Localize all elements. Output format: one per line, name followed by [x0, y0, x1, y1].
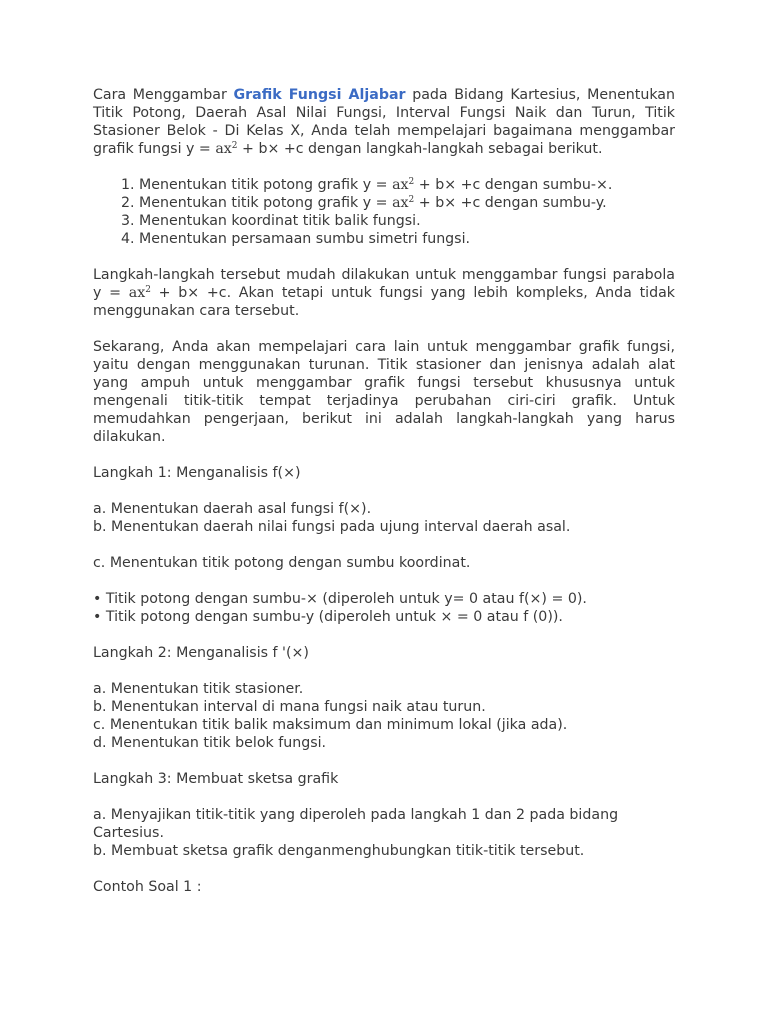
intro-paragraph — [93, 86, 675, 158]
step2-item-c: c. Menentukan titik balik maksimum dan minimum lokal (jika ada). — [93, 717, 568, 733]
list-item: 2. Menentukan titik potong grafik $y = ax^2 + b\times +c$ dengan sumbu-y. — [139, 194, 675, 212]
step3-item-a: a. Menyajikan titik-titik yang diperoleh pada langkah 1 dan 2 pada bidang Cartesius. — [93, 807, 619, 841]
step1-items — [93, 500, 675, 536]
step2-items — [93, 680, 675, 752]
list-item: 3. Menentukan koordinat titik balik fungsi. — [139, 212, 675, 230]
list-item: 1. Menentukan titik potong grafik $y = ax^2 + b\times +c$ dengan sumbu-×. — [139, 176, 675, 194]
intro-text-end: + b× +c dengan langkah-langkah sebagai berikut. — [237, 141, 603, 157]
intro-formula-base: ax — [215, 141, 232, 157]
intro-text-start: Cara Menggambar — [93, 87, 227, 103]
step2-item-d: d. Menentukan titik belok fungsi. — [93, 735, 327, 751]
grafik-fungsi-aljabar-link[interactable]: Grafik Fungsi Aljabar — [233, 87, 406, 103]
step2-item-a: a. Menentukan titik stasioner. — [93, 681, 304, 697]
bullet-sumbu-x: • Titik potong dengan sumbu-× (diperoleh untuk y= 0 atau f(×) = 0). — [93, 591, 587, 607]
turunan-paragraph: Sekarang, Anda akan mempelajari cara lain untuk menggambar grafik fungsi, yaitu dengan menggunakan turunan. Titik stasioner dan jenisnya adalah alat yang ampuh untuk menggambar grafik fungsi tersebut khususnya untuk mengenali titik-titik tempat terjadinya perubahan ciri-ciri grafik. Untuk memudahkan pengerjaan, berikut ini adalah langkah-langkah yang harus dilakukan. — [93, 339, 675, 445]
steps-list — [93, 176, 675, 248]
step1-item-a: a. Menentukan daerah asal fungsi f(×). — [93, 501, 372, 517]
step1-item-b: b. Menentukan daerah nilai fungsi pada ujung interval daerah asal. — [93, 519, 571, 535]
list-item: 4. Menentukan persamaan sumbu simetri fungsi. — [139, 230, 675, 248]
step2-heading: Langkah 2: Menganalisis f '(×) — [93, 645, 309, 661]
step3-heading: Langkah 3: Membuat sketsa grafik — [93, 771, 339, 787]
step3-items — [93, 806, 675, 860]
example-heading: Contoh Soal 1 : — [93, 879, 202, 895]
parabola-paragraph: Langkah-langkah tersebut mudah dilakukan untuk menggambar fungsi parabola $y = ax^2 + b\times +c$. Akan tetapi untuk fungsi yang lebih kompleks, Anda tidak menggunakan cara tersebut. — [93, 267, 675, 319]
bullet-sumbu-y: • Titik potong dengan sumbu-y (diperoleh untuk × = 0 atau f (0)). — [93, 609, 563, 625]
intro-text-middle: pada Bidang Kartesius, Menentukan Titik Potong, Daerah Asal Nilai Fungsi, Interval Fungsi Naik dan Turun, Titik Stasioner Belok - Di Kelas X, Anda telah mempelajari bagaimana menggambar grafik fungsi y = — [93, 87, 675, 157]
step2-item-b: b. Menentukan interval di mana fungsi naik atau turun. — [93, 699, 486, 715]
step3-item-b: b. Membuat sketsa grafik denganmenghubungkan titik-titik tersebut. — [93, 843, 585, 859]
document-body — [93, 86, 675, 896]
intro-formula-exponent: 2 — [231, 141, 238, 151]
step1-heading: Langkah 1: Menganalisis f(×) — [93, 465, 301, 481]
step1-item-c: c. Menentukan titik potong dengan sumbu koordinat. — [93, 555, 471, 571]
step1-bullets — [93, 590, 675, 626]
